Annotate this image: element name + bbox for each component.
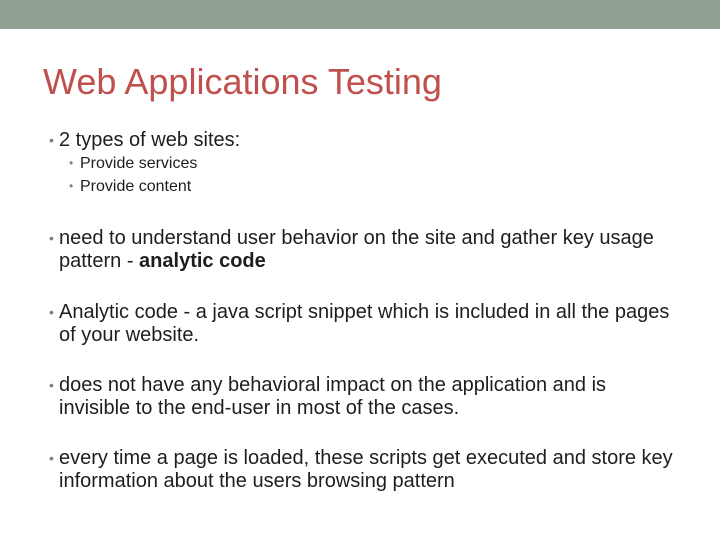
bullet-marker: • [49, 450, 54, 466]
slide-title: Web Applications Testing [43, 61, 442, 102]
bullet-item [49, 301, 679, 347]
bullet-marker: • [49, 377, 54, 393]
bullet-text-bold: analytic code [139, 250, 266, 272]
bullet-text: Analytic code - a java script snippet which is included in all the pages of your website. [59, 301, 670, 346]
sub-bullet-marker: • [69, 179, 74, 193]
bullet-item [49, 129, 679, 152]
sub-bullet-item [69, 175, 191, 198]
bullet-text-plain: need to understand user behavior on the site and gather key usage pattern - [59, 227, 654, 272]
bullet-text: every time a page is loaded, these scripts get executed and store key information about the users browsing pattern [59, 447, 673, 492]
bullet-item [49, 447, 679, 493]
sub-bullet-item [69, 152, 197, 175]
sub-bullet-text: Provide services [80, 155, 198, 172]
bullet-item [49, 227, 679, 273]
bullet-text [59, 227, 679, 273]
bullet-item [49, 374, 679, 420]
sub-bullet-marker: • [69, 156, 74, 170]
bullet-marker: • [49, 304, 54, 320]
bullet-marker: • [49, 230, 54, 246]
sub-bullet-text: Provide content [80, 178, 192, 195]
bullet-marker: • [49, 132, 54, 148]
bullet-text: 2 types of web sites: [59, 129, 241, 151]
bullet-text: does not have any behavioral impact on the application and is invisible to the end-user in most of the cases. [59, 374, 607, 419]
top-accent-bar [0, 0, 720, 29]
